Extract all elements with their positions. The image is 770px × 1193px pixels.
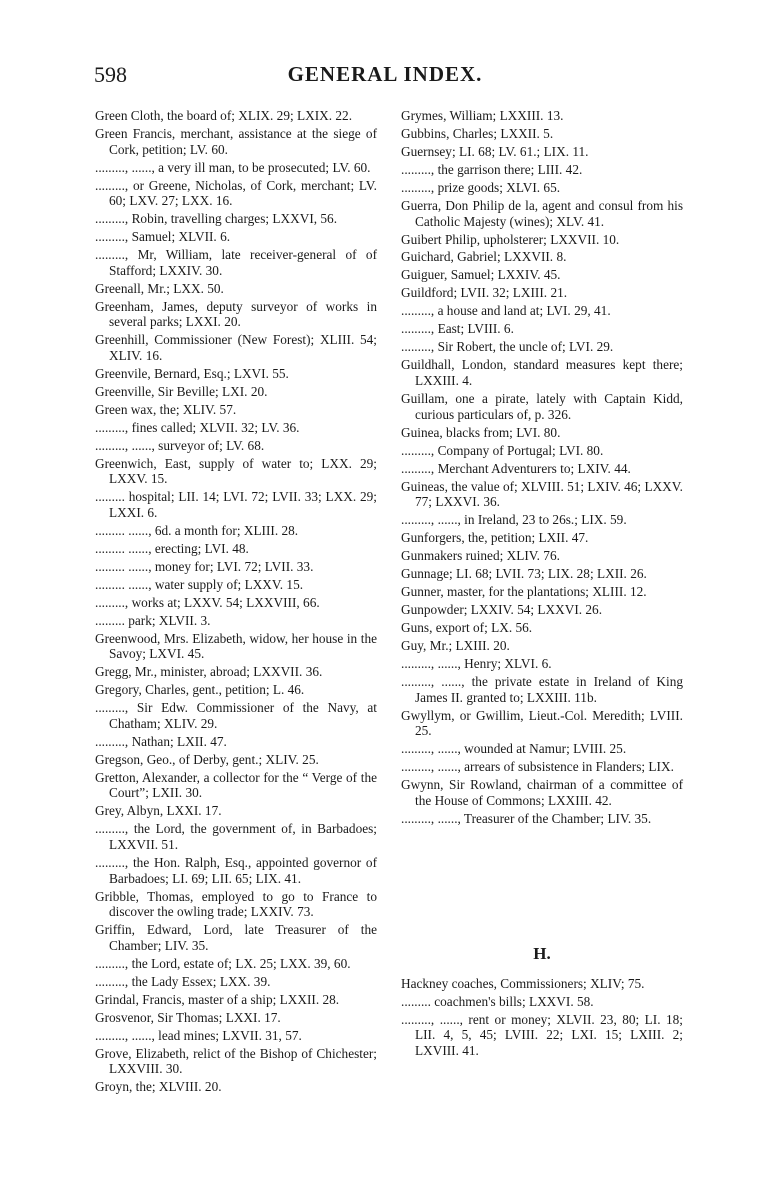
index-entry: Guerra, Don Philip de la, agent and consul from his Catholic Majesty (wines); XLV. 41.	[401, 197, 683, 229]
index-entry: Grove, Elizabeth, relict of the Bishop of Chichester; LXXVIII. 30.	[95, 1045, 377, 1077]
section-heading: H.	[533, 944, 551, 964]
index-entry: ........., Mr, William, late receiver-general of of Stafford; LXXIV. 30.	[95, 247, 377, 278]
index-entry: Gunforgers, the, petition; LXII. 47.	[401, 530, 589, 546]
index-entry: ......... ......, erecting; LVI. 48.	[95, 540, 249, 556]
index-entry: ........., Robin, travelling charges; LXXVI, 56.	[95, 211, 338, 227]
index-entry: Gregg, Mr., minister, abroad; LXXVII. 36.	[95, 664, 323, 680]
index-entry: ........., the Lady Essex; LXX. 39.	[95, 973, 271, 989]
index-entry: Grymes, William; LXXIII. 13.	[401, 108, 564, 123]
index-entry: Gunner, master, for the plantations; XLIII. 12.	[401, 584, 647, 600]
index-entry: ........., a house and land at; LVI. 29, 41.	[401, 303, 611, 319]
index-entry: Guichard, Gabriel; LXXVII. 8.	[401, 249, 567, 265]
index-entry: Green Francis, merchant, assistance at the siege of Cork, petition; LV. 60.	[95, 125, 377, 157]
index-entry: ........., Samuel; XLVII. 6.	[95, 229, 231, 245]
index-entry: ........., ......, lead mines; LXVII. 31, 57.	[95, 1027, 302, 1043]
index-entry: Gretton, Alexander, a collector for the “ Verge of the Court”; LXII. 30.	[95, 769, 377, 801]
index-entry: ........., ......, Henry; XLVI. 6.	[401, 655, 552, 671]
index-entry: Grey, Albyn, LXXI. 17.	[95, 803, 222, 819]
index-entry: Grindal, Francis, master of a ship; LXXII. 28.	[95, 991, 340, 1007]
index-entry: Gunmakers ruined; XLIV. 76.	[401, 548, 560, 564]
index-entry: ........., the Hon. Ralph, Esq., appointed governor of Barbadoes; LI. 69; LII. 65; LIX. 41.	[95, 855, 377, 886]
index-entry: ........., works at; LXXV. 54; LXXVIII, 66.	[95, 594, 320, 610]
index-entry: ......... hospital; LII. 14; LVI. 72; LVII. 33; LXX. 29; LXXI. 6.	[95, 489, 377, 520]
index-entry: ........., Merchant Adventurers to; LXIV. 44.	[401, 460, 631, 476]
index-entry: ........., ......, arrears of subsistence in Flanders; LIX.	[401, 759, 674, 775]
page-number: 598	[94, 62, 127, 87]
index-entry: Gubbins, Charles; LXXII. 5.	[401, 125, 554, 141]
index-entry: Guildford; LVII. 32; LXIII. 21.	[401, 285, 568, 301]
index-entry: Gwyllym, or Gwillim, Lieut.-Col. Meredith; LVIII. 25.	[401, 707, 683, 739]
index-entry: ........., Nathan; LXII. 47.	[95, 733, 227, 749]
index-entry: Greenall, Mr.; LXX. 50.	[95, 280, 224, 296]
index-entry: Greenwood, Mrs. Elizabeth, widow, her house in the Savoy; LXVI. 45.	[95, 630, 377, 662]
index-entry: ........., ......, in Ireland, 23 to 26s.; LIX. 59.	[401, 512, 627, 528]
index-entry: ........., ......, the private estate in Ireland of King James II. granted to; LXXIII. 11b.	[401, 673, 683, 705]
index-entry: ......... ......, 6d. a month for; XLIII. 28.	[95, 522, 299, 538]
index-entry: Greenville, Sir Beville; LXI. 20.	[95, 383, 268, 399]
index-entry: Greenwich, East, supply of water to; LXX. 29; LXXV. 15.	[95, 455, 377, 487]
index-entry: ........., Company of Portugal; LVI. 80.	[401, 442, 604, 458]
index-entry: Guinea, blacks from; LVI. 80.	[401, 424, 561, 440]
index-entry: ........., ......, a very ill man, to be prosecuted; LV. 60.	[95, 159, 371, 175]
index-entry: Green Cloth, the board of; XLIX. 29; LXIX. 22.	[95, 108, 353, 123]
index-entry: Guns, export of; LX. 56.	[401, 619, 533, 635]
index-entry: Gwynn, Sir Rowland, chairman of a committee of the House of Commons; LXXIII. 42.	[401, 777, 683, 808]
index-entry: ......... park; XLVII. 3.	[95, 612, 211, 628]
index-entry: ........., ......, rent or money; XLVII. 23, 80; LI. 18; LII. 4, 5, 45; LVIII. 22; LXI. 15; LXIII. 2; LXVIII. 41.	[401, 1011, 683, 1058]
running-head: GENERAL INDEX.	[287, 62, 483, 86]
index-entry: Grosvenor, Sir Thomas; LXXI. 17.	[95, 1009, 281, 1025]
index-entry: Guy, Mr.; LXIII. 20.	[401, 637, 510, 653]
index-entry: Guernsey; LI. 68; LV. 61.; LIX. 11.	[401, 143, 589, 159]
index-entry: Guillam, one a pirate, lately with Captain Kidd, curious particulars of, p. 326.	[401, 390, 683, 422]
index-entry: ........., East; LVIII. 6.	[401, 321, 514, 337]
index-entry: ........., ......, Treasurer of the Chamber; LIV. 35.	[401, 810, 652, 826]
index-entry: Guineas, the value of; XLVIII. 51; LXIV. 46; LXXV. 77; LXXVI. 36.	[401, 478, 683, 510]
index-entry: Gribble, Thomas, employed to go to France to discover the owling trade; LXXIV. 73.	[95, 888, 377, 920]
index-entry: ........., Sir Edw. Commissioner of the Navy, at Chatham; XLIV. 29.	[95, 700, 377, 731]
index-entry: Greenvile, Bernard, Esq.; LXVI. 55.	[95, 365, 289, 381]
index-entry: Gunpowder; LXXIV. 54; LXXVI. 26.	[401, 602, 603, 617]
index-entry: Greenham, James, deputy surveyor of works in several parks; LXXI. 20.	[95, 298, 377, 330]
index-entry: ......... coachmen's bills; LXXVI. 58.	[401, 993, 594, 1009]
index-entry: Gregory, Charles, gent., petition; L. 46.	[95, 682, 305, 698]
index-entry: ........., the Lord, the government of, in Barbadoes; LXXVII. 51.	[95, 821, 377, 853]
index-entry: ........., prize goods; XLVI. 65.	[401, 179, 561, 195]
index-entry: ........., ......, wounded at Namur; LVIII. 25.	[401, 741, 627, 757]
index-entry: ........., or Greene, Nicholas, of Cork, merchant; LV. 60; LXV. 27; LXX. 16.	[95, 177, 377, 209]
index-entry: Hackney coaches, Commissioners; XLIV; 75.	[401, 975, 645, 991]
index-entry: Guibert Philip, upholsterer; LXXVII. 10.	[401, 231, 620, 247]
index-entry: ......... ......, money for; LVI. 72; LVII. 33.	[95, 558, 314, 574]
index-entry: ........., the garrison there; LIII. 42.	[401, 161, 583, 177]
right-column	[401, 108, 683, 1061]
index-entry: Guiguer, Samuel; LXXIV. 45.	[401, 267, 561, 283]
index-entry: Groyn, the; XLVIII. 20.	[95, 1079, 222, 1095]
left-column	[95, 108, 377, 1097]
index-entry: ......... ......, water supply of; LXXV. 15.	[95, 576, 304, 592]
index-entry: Gregson, Geo., of Derby, gent.; XLIV. 25.	[95, 751, 319, 767]
index-entry: ........., ......, surveyor of; LV. 68.	[95, 437, 265, 453]
index-entry: Gunnage; LI. 68; LVII. 73; LIX. 28; LXII. 26.	[401, 566, 647, 582]
index-entry: Green wax, the; XLIV. 57.	[95, 401, 237, 417]
index-entry: ........., fines called; XLVII. 32; LV. 36.	[95, 419, 300, 435]
index-entry: Guildhall, London, standard measures kept there; LXXIII. 4.	[401, 357, 683, 388]
index-entry: Griffin, Edward, Lord, late Treasurer of the Chamber; LIV. 35.	[95, 922, 377, 953]
index-entry: ........., the Lord, estate of; LX. 25; LXX. 39, 60.	[95, 955, 351, 971]
index-entry: Greenhill, Commissioner (New Forest); XLIII. 54; XLIV. 16.	[95, 332, 377, 363]
index-entry: ........., Sir Robert, the uncle of; LVI. 29.	[401, 339, 614, 355]
